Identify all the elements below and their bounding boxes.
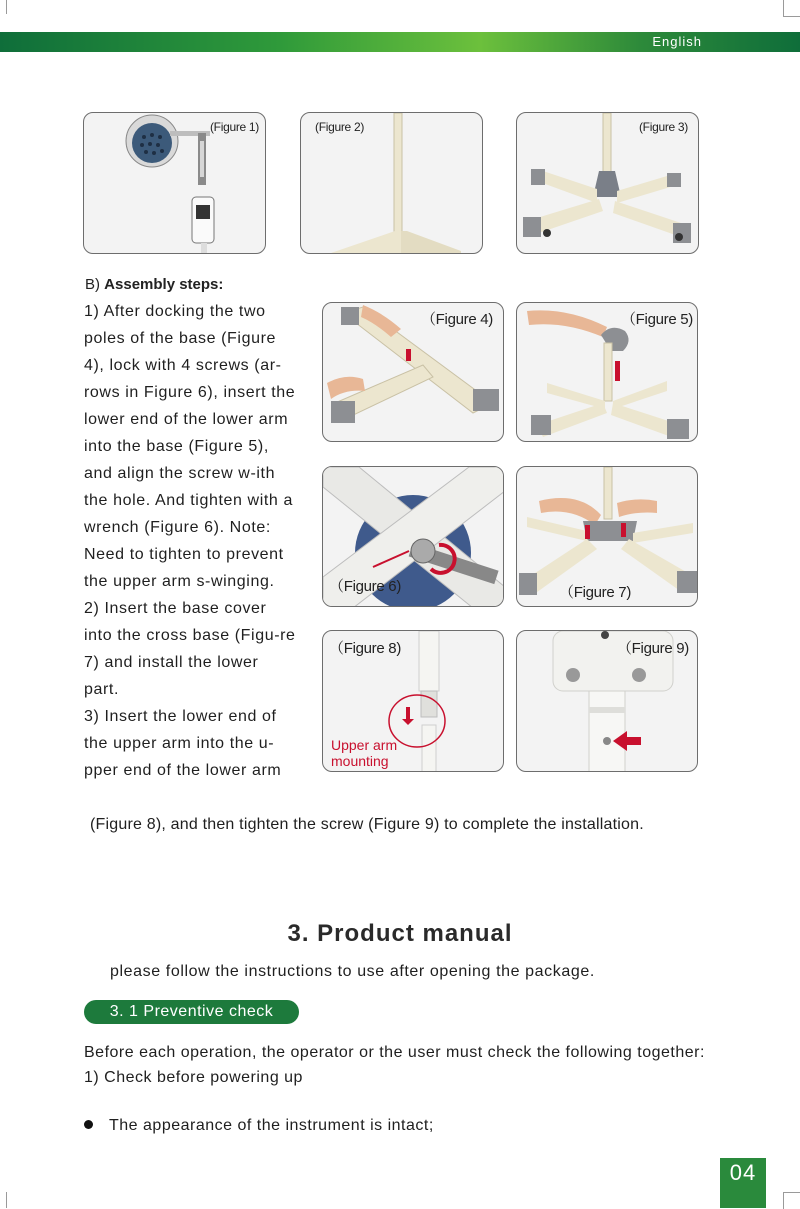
figure-7 <box>516 466 698 607</box>
figure-5 <box>516 302 698 442</box>
figure-8 <box>322 630 504 772</box>
figure-8-annotation <box>331 737 397 769</box>
bullet-item <box>84 1117 434 1135</box>
assembly-heading <box>85 276 223 293</box>
assembly-step-3: 3) Insert the lower end of the upper arm into the u-pper end of the lower arm <box>84 708 282 779</box>
section-3-title: 3. Product manual <box>287 920 513 947</box>
figure-2-pole-illustration <box>301 113 483 254</box>
page-number: 04 <box>720 1158 766 1208</box>
figure-2 <box>300 112 483 254</box>
assembly-tail-text: (Figure 8), and then tighten the screw (Figure 9) to complete the installation. <box>90 816 644 833</box>
figure-8-annotation-line-2: mounting <box>331 753 389 769</box>
figure-8-annotation-line-1: Upper arm <box>331 737 398 753</box>
crop-mark-bottom-right <box>783 1192 800 1209</box>
figure-3 <box>516 112 699 254</box>
figure-5-label: （Figure 5) <box>620 311 693 328</box>
crop-mark-bottom-left <box>0 1192 7 1208</box>
bullet-dot-icon <box>84 1120 93 1129</box>
crop-mark-top-right <box>783 0 800 17</box>
figure-3-label: (Figure 3) <box>638 120 688 134</box>
figure-3-base-illustration <box>517 113 699 254</box>
figure-8-label: （Figure 8) <box>329 640 402 657</box>
figure-4 <box>322 302 504 442</box>
figure-4-label: （Figure 4) <box>420 311 493 328</box>
figure-6-label: （Figure 6) <box>329 578 402 595</box>
preventive-check-heading: 3. 1 Preventive check <box>84 1000 299 1024</box>
header-language: English <box>652 34 702 49</box>
figure-9 <box>516 630 698 772</box>
assembly-heading-text: Assembly steps: <box>104 276 224 293</box>
crop-mark-top-left <box>0 0 7 14</box>
assembly-step-2: 2) Insert the base cover into the cross base (Figu-re 7) and install the lower part. <box>84 600 296 698</box>
figure-9-label: （Figure 9) <box>616 640 689 657</box>
figure-6 <box>322 466 504 607</box>
figure-2-label: (Figure 2) <box>315 120 365 134</box>
figure-7-label: （Figure 7) <box>559 584 632 601</box>
preventive-check-paragraph: Before each operation, the operator or the user must check the following together: <box>84 1044 705 1061</box>
figure-1-lamp-illustration <box>84 113 266 254</box>
header-bar <box>0 32 800 52</box>
assembly-steps <box>84 298 296 784</box>
figure-1 <box>83 112 266 254</box>
section-3-intro: please follow the instructions to use after opening the package. <box>110 963 595 980</box>
figure-1-label: (Figure 1) <box>209 120 259 134</box>
bullet-item-text: The appearance of the instrument is intact; <box>109 1117 434 1134</box>
assembly-step-1: 1) After docking the two poles of the base (Figure 4), lock with 4 screws (ar-rows in Figure 6), insert the lower end of the lower arm into the base (Figure 5), and align the screw w-ith the hole. And tighten with a wrench (Figure 6). Note: Need to tighten to prevent the upper arm s-winging. <box>84 303 296 590</box>
preventive-check-body <box>84 1040 714 1090</box>
assembly-prefix: B) <box>85 276 105 293</box>
preventive-check-item-1: 1) Check before powering up <box>84 1069 303 1086</box>
